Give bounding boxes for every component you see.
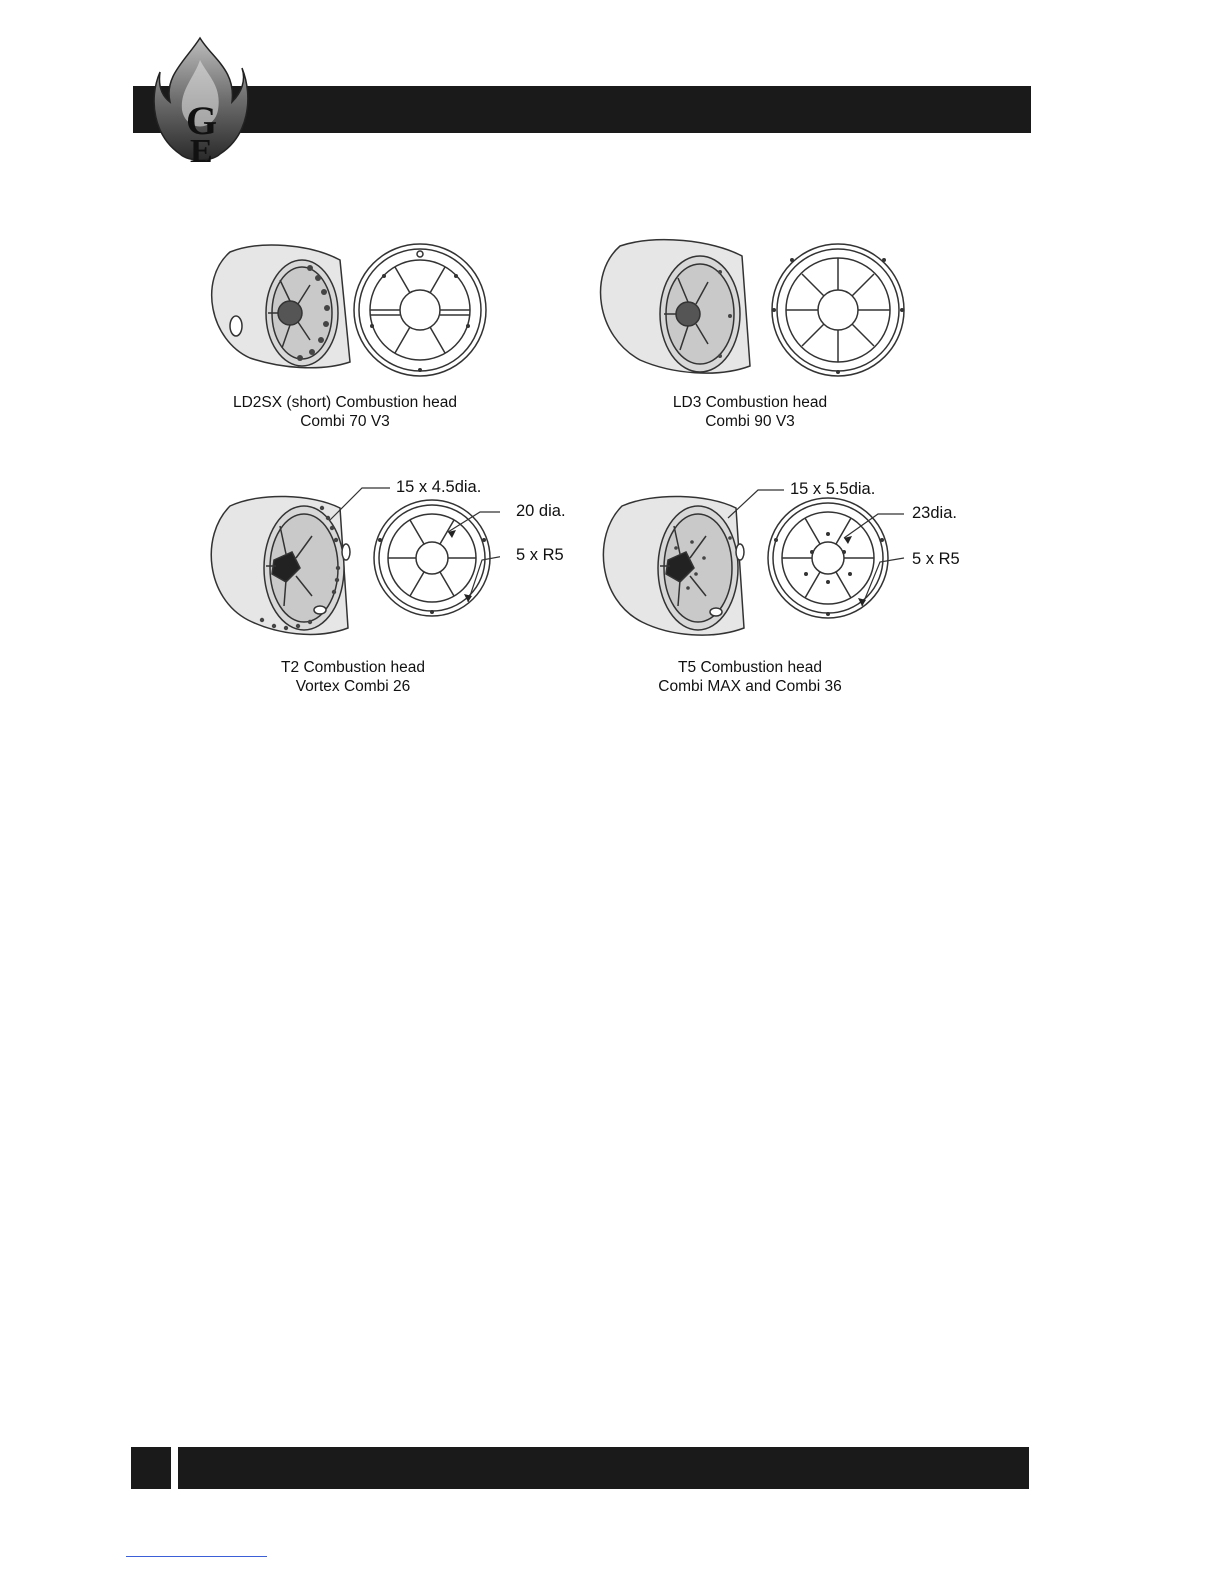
footer-link-underline	[126, 1556, 267, 1557]
ld3-caption-line1: LD3 Combustion head	[672, 394, 828, 411]
t5-combustion-head-figure	[592, 478, 908, 638]
footer-bar	[178, 1447, 1029, 1489]
t5-slot-holes-callout: 15 x 5.5dia.	[790, 480, 876, 498]
t2-radius-callout: 5 x R5	[516, 546, 564, 564]
t2-slot-holes-callout: 15 x 4.5dia.	[396, 478, 482, 496]
page-number-box	[131, 1447, 171, 1489]
t5-caption-line2: Combi MAX and Combi 36	[658, 678, 842, 695]
header-bar	[133, 86, 1031, 133]
t5-caption-line1: T5 Combustion head	[678, 659, 822, 676]
t2-caption-line2: Vortex Combi 26	[295, 678, 411, 695]
flame-logo	[150, 36, 250, 166]
t2-center-dia-callout: 20 dia.	[516, 502, 566, 520]
t5-radius-callout: 5 x R5	[912, 550, 960, 568]
t2-combustion-head-figure	[200, 478, 500, 638]
ld3-caption-line2: Combi 90 V3	[705, 413, 795, 430]
t5-center-dia-callout: 23dia.	[912, 504, 957, 522]
ld2sx-combustion-head-figure	[200, 240, 490, 380]
ld3-combustion-head-figure	[592, 236, 908, 386]
t2-caption-line1: T2 Combustion head	[281, 659, 425, 676]
ld2sx-caption	[200, 393, 490, 431]
ld2sx-caption-line1: LD2SX (short) Combustion head	[232, 394, 457, 411]
t5-caption	[600, 658, 900, 696]
ld3-caption	[600, 393, 900, 431]
logo-letter-e: E	[190, 133, 213, 166]
ld2sx-caption-line2: Combi 70 V3	[300, 413, 390, 430]
logo-letter-g: G	[186, 98, 218, 143]
t2-caption	[200, 658, 506, 696]
